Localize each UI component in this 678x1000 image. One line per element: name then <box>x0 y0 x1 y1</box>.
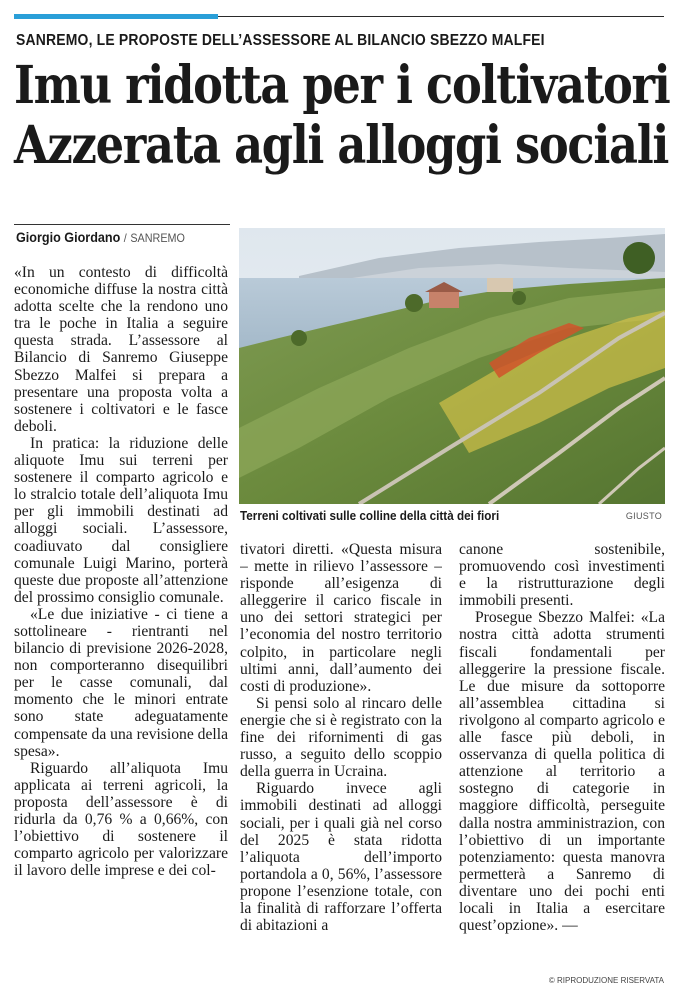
photo-caption <box>240 508 664 523</box>
author-name: Giorgio Giordano <box>16 229 121 245</box>
tree-3 <box>623 242 655 274</box>
headline-line-2: Azzerata agli alloggi sociali <box>14 115 669 176</box>
section-accent-bar <box>14 14 218 19</box>
text-column-2 <box>240 541 442 986</box>
paragraph: Si pensi solo al rincaro delle energie che si è registrato con la fine dei rifornimenti di gas russo, a seguito dello scoppio della guerra in Ucraina. <box>240 694 442 781</box>
dateline-location: SANREMO <box>130 231 185 245</box>
paragraph: In pratica: la riduzione delle aliquote Imu sui terreni per sostenere il comparto agricolo e lo stralcio totale dell’aliquota Imu per gli immobili destinati ad alloggi sociali. L’assessore, coadiuvato dal consigliere comunale Luigi Marino, porterà queste due proposte all’attenzione del prossimo consiglio comunale. <box>14 434 228 606</box>
headline-line-1: Imu ridotta per i coltivatori <box>14 55 670 116</box>
paragraph: Prosegue Sbezzo Malfei: «La nostra città adotta strumenti fiscali fondamentali per alleggerire la pressione fiscale. Le due misure da sottoporre all’assemblea cittadina si rivolgono al comparto agricolo e alle fasce più deboli, in osservanza di quella politica di attenzione al territorio a sostegno di categorie in maggiore difficoltà, perseguite dalla nostra amministrazion, con l’obiettivo di un importante potenziamento: questa manovra permetterà a Sanremo di diventare uno dei pochi enti locali in Italia a esercitare quest’opzione». — <box>459 609 665 935</box>
article-photo <box>239 228 665 504</box>
caption-text: Terreni coltivati sulle colline della città dei fiori <box>240 508 500 523</box>
photo-credit: GIUSTO <box>625 511 662 521</box>
tree <box>405 294 423 312</box>
copyright-notice: © RIPRODUZIONE RISERVATA <box>548 976 664 985</box>
tree-4 <box>291 330 307 346</box>
paragraph: «In un contesto di difficoltà economiche diffuse la nostra città adotta scelte che la rendono uno tra le poche in Italia a seguire questa strada. L’assessore al Bilancio di Sanremo Giuseppe Sbezzo Malfei si prepara a presentare una proposta volta a sostenere i coltivatori e le fasce deboli. <box>14 264 228 435</box>
byline <box>16 229 185 245</box>
headline <box>14 56 668 176</box>
byline-separator: / <box>123 231 127 245</box>
tree-2 <box>512 291 526 305</box>
paragraph: tivatori diretti. «Questa misura – mette in rilievo l’assessore – risponde all’esigenza di alleggerire il carico fiscale in uno dei settori strategici per l’economia del nostro territorio colpito, in particolare negli ultimi anni, dall’aumento dei costi di produzione». <box>240 541 442 695</box>
text-column-3 <box>459 541 665 973</box>
paragraph: «Le due iniziative - ci tiene a sottolineare - rientranti nel bilancio di previsione 2026-2028, non comporteranno disequilibri per le casse comunali, dal momento che le minori entrate sono state adeguatamente compensate da una revisione della spesa». <box>14 605 228 760</box>
paragraph: Riguardo invece agli immobili destinati ad alloggi sociali, per i quali già nel corso del 2025 è stata ridotta l’aliquota dell’importo portandola a 0, 56%, l’assessore propone l’esenzione totale, con la finalità di rafforzare l’offerta di abitazioni a <box>240 780 442 935</box>
paragraph: Riguardo all’aliquota Imu applicata ai terreni agricoli, la proposta dell’assessore è di ridurla da 0,76 % a 0,66%, con l’obiettivo di sostenere il comparto agricolo per valorizzare il lavoro delle imprese e dei col- <box>14 759 228 880</box>
house-2 <box>487 278 513 292</box>
kicker: SANREMO, LE PROPOSTE DELL’ASSESSORE AL BILANCIO SBEZZO MALFEI <box>16 32 545 49</box>
house <box>429 290 459 308</box>
byline-rule <box>14 224 230 225</box>
paragraph: canone sostenibile, promuovendo così investimenti e la ristrutturazione degli immobili presenti. <box>459 541 665 610</box>
text-column-1 <box>14 264 228 986</box>
